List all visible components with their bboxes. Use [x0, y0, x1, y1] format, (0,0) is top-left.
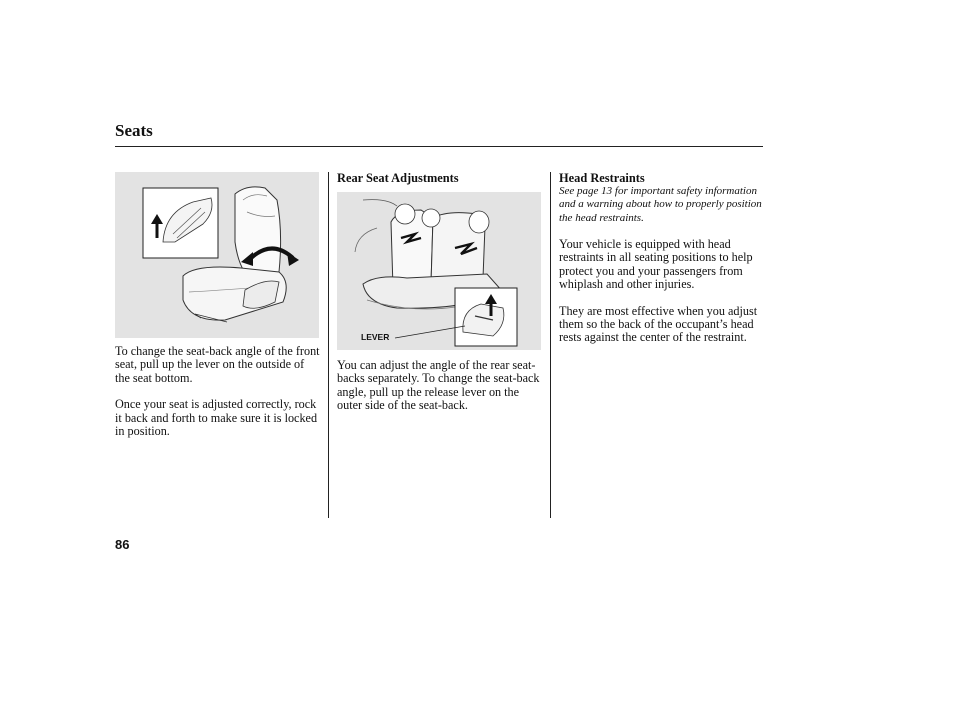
title-rule — [115, 146, 763, 147]
column-divider-right — [550, 172, 551, 518]
section-title: Seats — [115, 121, 153, 140]
safety-note: See page 13 for important safety information and a warning about how to properly position the head restraints. — [559, 185, 762, 224]
rear-seat-release-lever-icon — [337, 192, 541, 350]
right-paragraph: They are most effective when you adjust them so the back of the occupant’s head rests against the center of the restraint. — [559, 303, 758, 345]
head-restraints-heading: Head Restraints — [559, 171, 645, 185]
right-paragraph: Your vehicle is equipped with head restraints in all seating positions to help protect you and your passengers from whiplash and other injuries. — [559, 237, 753, 292]
left-paragraph: Once your seat is adjusted correctly, rock it back and forth to make sure it is locked in position. — [115, 397, 318, 439]
front-seat-recline-lever-icon — [115, 172, 319, 338]
front-seat-illustration — [115, 172, 319, 338]
middle-paragraph: You can adjust the angle of the rear seat-backs separately. To change the seat-back angle, pull up the release lever on the outer side of the seat-back. — [337, 358, 540, 413]
column-divider-left — [328, 172, 329, 518]
right-column-text — [559, 238, 763, 358]
lever-callout-label: LEVER — [361, 332, 390, 342]
left-column-text — [115, 345, 321, 451]
middle-column-text — [337, 359, 543, 426]
rear-seat-heading: Rear Seat Adjustments — [337, 171, 459, 185]
rear-seat-illustration — [337, 192, 541, 350]
page-number: 86 — [115, 537, 130, 552]
left-paragraph: To change the seat-back angle of the front seat, pull up the lever on the outside of the seat bottom. — [115, 344, 320, 385]
